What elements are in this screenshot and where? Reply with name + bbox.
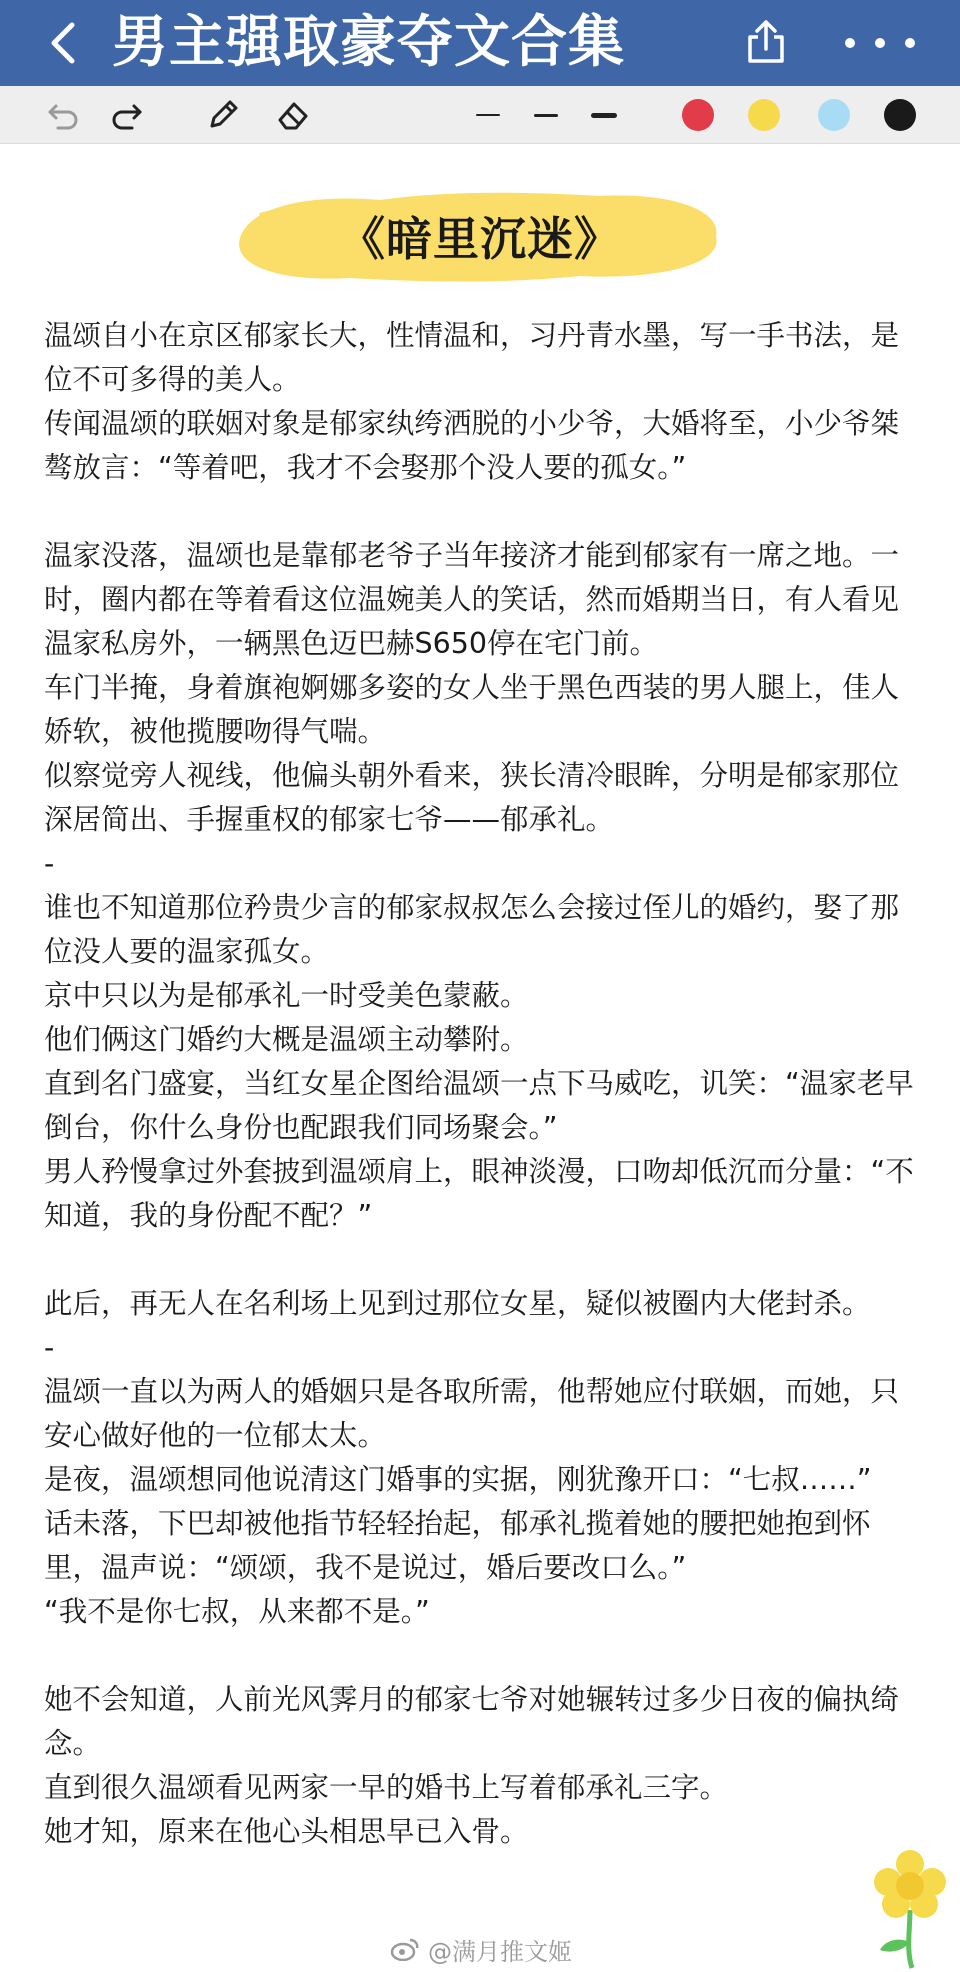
stroke-thin-icon <box>476 114 500 116</box>
article-paragraph: 她不会知道，人前光风霁月的郁家七爷对她辗转过多少日夜的偏执绮念。 <box>44 1683 900 1760</box>
redo-icon <box>110 100 144 130</box>
stroke-thin-button[interactable] <box>470 86 506 144</box>
article-paragraph: 他们俩这门婚约大概是温颂主动攀附。 <box>44 1023 529 1056</box>
eraser-tool-button[interactable] <box>270 86 316 144</box>
article-paragraph: 温颂一直以为两人的婚姻只是各取所需，他帮她应付联姻，而她，只安心做好他的一位郁太太。 <box>44 1375 900 1452</box>
chevron-left-icon <box>48 21 78 65</box>
article-paragraph: 此后，再无人在名利场上见到过那位女星，疑似被圈内大佬封杀。 <box>44 1287 871 1320</box>
undo-button[interactable] <box>40 86 86 144</box>
paragraph-spacer <box>44 1238 920 1282</box>
section-separator: - <box>44 1331 55 1364</box>
color-swatch-lightblue <box>818 99 850 131</box>
article-paragraph: “我不是你七叔，从来都不是。” <box>44 1595 430 1628</box>
redo-button[interactable] <box>104 86 150 144</box>
color-red-button[interactable] <box>678 86 718 144</box>
color-swatch-black <box>884 99 916 131</box>
color-swatch-red <box>682 99 714 131</box>
undo-icon <box>46 100 80 130</box>
color-yellow-button[interactable] <box>744 86 784 144</box>
stroke-medium-button[interactable] <box>528 86 564 144</box>
section-separator: - <box>44 847 55 880</box>
more-options-button[interactable] <box>830 18 930 68</box>
article-paragraph: 她才知，原来在他心头相思早已入骨。 <box>44 1815 529 1848</box>
watermark <box>390 1932 572 1966</box>
article-paragraph: 男人矜慢拿过外套披到温颂肩上，眼神淡漫，口吻却低沉而分量：“不知道，我的身份配不配？” <box>44 1155 914 1232</box>
page-title: 男主强取豪夺文合集 <box>112 10 625 75</box>
stroke-thick-icon <box>591 113 617 118</box>
article-paragraph: 话未落，下巴却被他指节轻轻抬起，郁承礼揽着她的腰把她抱到怀里，温声说：“颂颂，我不是说过，婚后要改口么。” <box>44 1507 871 1584</box>
pencil-tool-button[interactable] <box>200 86 246 144</box>
article-paragraph: 传闻温颂的联姻对象是郁家纨绔洒脱的小少爷，大婚将至，小少爷桀骜放言：“等着吧，我才不会娶那个没人要的孤女。” <box>44 407 900 484</box>
article-paragraph: 似察觉旁人视线，他偏头朝外看来，狭长清冷眼眸，分明是郁家那位深居简出、手握重权的郁家七爷——郁承礼。 <box>44 759 900 836</box>
color-black-button[interactable] <box>880 86 920 144</box>
weibo-icon <box>390 1937 420 1961</box>
watermark-text: @满月推文姬 <box>428 1937 572 1966</box>
article-paragraph: 京中只以为是郁承礼一时受美色蒙蔽。 <box>44 979 529 1012</box>
article-paragraph: 温家没落，温颂也是靠郁老爷子当年接济才能到郁家有一席之地。一时，圈内都在等着看这位温婉美人的笑话，然而婚期当日，有人看见温家私房外，一辆黑色迈巴赫S650停在宅门前。 <box>44 539 900 660</box>
paragraph-spacer <box>44 490 920 534</box>
paragraph-spacer <box>44 1634 920 1678</box>
color-swatch-yellow <box>748 99 780 131</box>
share-icon <box>746 19 786 65</box>
article-paragraph: 谁也不知道那位矜贵少言的郁家叔叔怎么会接过侄儿的婚约，娶了那位没人要的温家孤女。 <box>44 891 900 968</box>
flower-sticker-icon <box>866 1850 956 1970</box>
article-body <box>44 314 920 1854</box>
article-heading <box>230 186 730 286</box>
top-app-bar <box>0 0 960 86</box>
article-paragraph: 是夜，温颂想同他说清这门婚事的实据，刚犹豫开口：“七叔……” <box>44 1463 872 1496</box>
more-horizontal-icon <box>840 36 920 50</box>
annotation-toolbar <box>0 86 960 144</box>
share-button[interactable] <box>738 14 794 70</box>
pencil-icon <box>206 98 240 132</box>
book-title: 《暗里沉迷》 <box>339 212 621 266</box>
article-paragraph: 直到名门盛宴，当红女星企图给温颂一点下马威吃，讥笑：“温家老早倒台，你什么身份也配跟我们同场聚会。” <box>44 1067 914 1144</box>
stroke-medium-icon <box>534 114 558 117</box>
article-paragraph: 直到很久温颂看见两家一早的婚书上写着郁承礼三字。 <box>44 1771 729 1804</box>
article-paragraph: 车门半掩，身着旗袍婀娜多姿的女人坐于黑色西装的男人腿上，佳人娇软，被他揽腰吻得气喘。 <box>44 671 900 748</box>
article-paragraph: 温颂自小在京区郁家长大，性情温和，习丹青水墨，写一手书法，是位不可多得的美人。 <box>44 319 900 396</box>
stroke-thick-button[interactable] <box>586 86 622 144</box>
back-button[interactable] <box>38 18 88 68</box>
color-lightblue-button[interactable] <box>814 86 854 144</box>
eraser-icon <box>276 98 310 132</box>
